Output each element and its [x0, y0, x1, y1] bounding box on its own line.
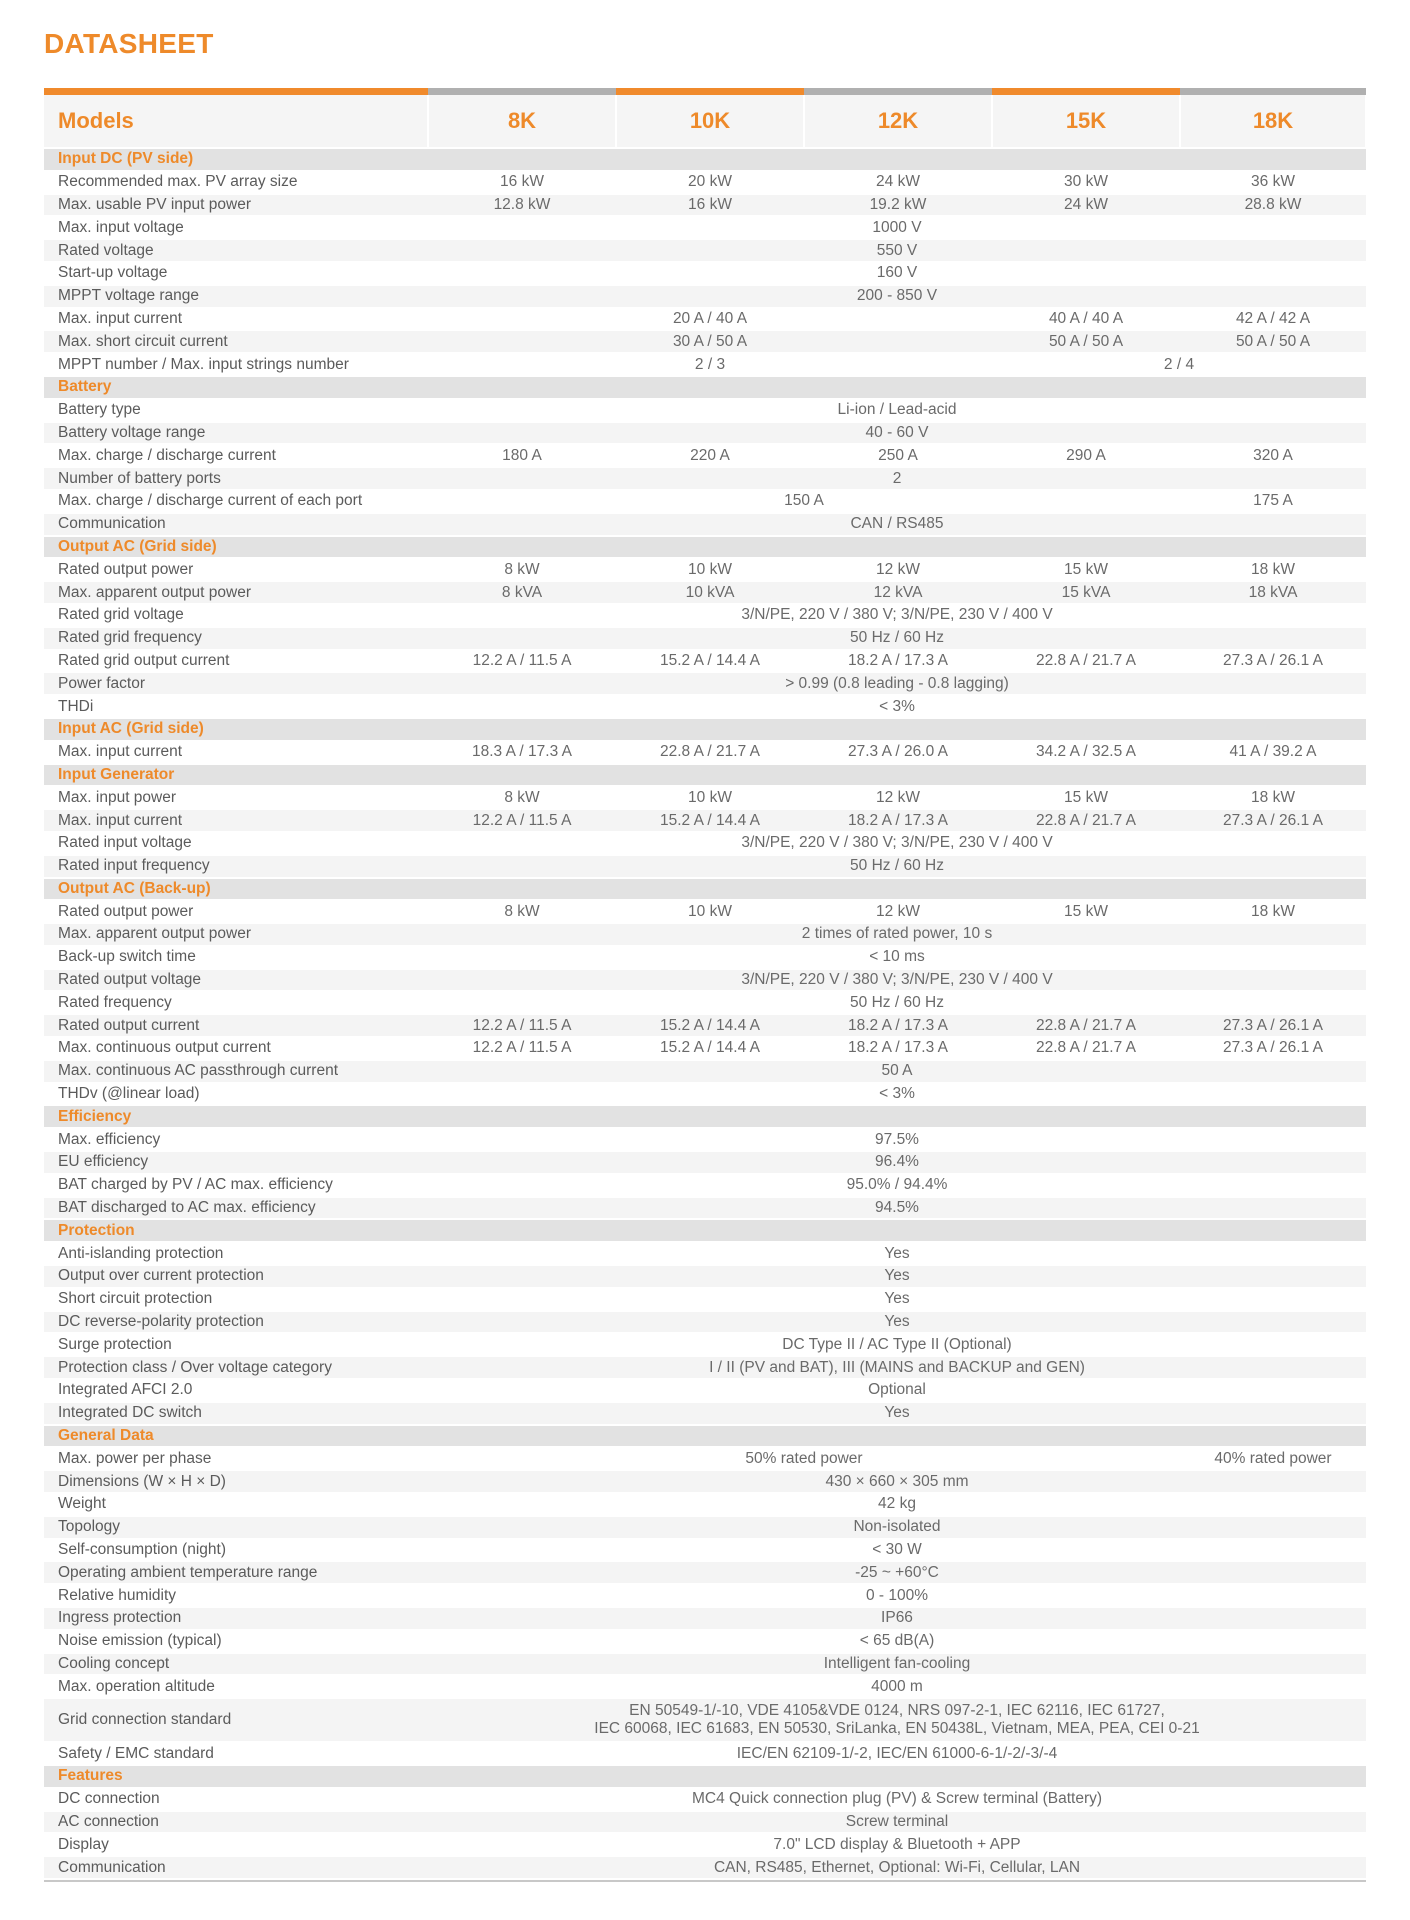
spec-value: 220 A [616, 444, 804, 467]
spec-value: 15 kW [992, 558, 1180, 581]
section-title: Input AC (Grid side) [44, 718, 1366, 741]
spec-row [44, 513, 1366, 536]
spec-row [44, 1698, 1366, 1742]
spec-label: Max. power per phase [44, 1447, 428, 1470]
section-header [44, 764, 1366, 787]
spec-value: 22.8 A / 21.7 A [992, 1037, 1180, 1060]
spec-value: 42 A / 42 A [1180, 308, 1366, 331]
spec-label: Ingress protection [44, 1607, 428, 1630]
spec-value: 18.2 A / 17.3 A [804, 1037, 992, 1060]
spec-value: 97.5% [428, 1128, 1366, 1151]
spec-label: Relative humidity [44, 1584, 428, 1607]
spec-row [44, 1539, 1366, 1562]
spec-label: Safety / EMC standard [44, 1742, 428, 1765]
spec-value: 250 A [804, 444, 992, 467]
section-title: Protection [44, 1219, 1366, 1242]
spec-value: 12.2 A / 11.5 A [428, 1014, 616, 1037]
section-title: Battery [44, 376, 1366, 399]
spec-value: < 65 dB(A) [428, 1630, 1366, 1653]
spec-label: Battery voltage range [44, 422, 428, 445]
spec-value: 15 kW [992, 786, 1180, 809]
spec-label: Max. input current [44, 308, 428, 331]
spec-label: Max. charge / discharge current [44, 444, 428, 467]
spec-row [44, 1288, 1366, 1311]
spec-label: Grid connection standard [44, 1698, 428, 1742]
spec-value: 2 [428, 467, 1366, 490]
spec-label: Max. charge / discharge current of each port [44, 490, 428, 513]
spec-value: 95.0% / 94.4% [428, 1174, 1366, 1197]
spec-row [44, 1607, 1366, 1630]
spec-label: Max. continuous AC passthrough current [44, 1060, 428, 1083]
spec-row [44, 1265, 1366, 1288]
spec-value: I / II (PV and BAT), III (MAINS and BACKUP and GEN) [428, 1356, 1366, 1379]
spec-row [44, 1447, 1366, 1470]
spec-row [44, 239, 1366, 262]
spec-label: Display [44, 1833, 428, 1856]
spec-value: 3/N/PE, 220 V / 380 V; 3/N/PE, 230 V / 400 V [428, 969, 1366, 992]
spec-label: Operating ambient temperature range [44, 1561, 428, 1584]
spec-value: 12.2 A / 11.5 A [428, 650, 616, 673]
spec-value: 22.8 A / 21.7 A [992, 650, 1180, 673]
spec-label: THDi [44, 695, 428, 718]
spec-value: 10 kVA [616, 581, 804, 604]
spec-value: 15.2 A / 14.4 A [616, 650, 804, 673]
model-header: 12K [804, 95, 992, 148]
spec-row [44, 558, 1366, 581]
spec-row [44, 900, 1366, 923]
spec-value: Yes [428, 1288, 1366, 1311]
spec-row [44, 353, 1366, 376]
spec-value: 50 A / 50 A [992, 330, 1180, 353]
section-header [44, 718, 1366, 741]
spec-value: CAN, RS485, Ethernet, Optional: Wi-Fi, Cellular, LAN [428, 1856, 1366, 1879]
spec-value: 20 A / 40 A [428, 308, 992, 331]
spec-value: 27.3 A / 26.0 A [804, 741, 992, 764]
spec-label: Output over current protection [44, 1265, 428, 1288]
spec-value: 180 A [428, 444, 616, 467]
spec-value: 150 A [428, 490, 1180, 513]
spec-value: 18 kW [1180, 900, 1366, 923]
spec-value: Yes [428, 1265, 1366, 1288]
spec-value: 27.3 A / 26.1 A [1180, 809, 1366, 832]
spec-value: 10 kW [616, 900, 804, 923]
spec-label: Max. input voltage [44, 216, 428, 239]
spec-value: 24 kW [804, 171, 992, 194]
spec-value: 42 kg [428, 1493, 1366, 1516]
spec-label: Back-up switch time [44, 946, 428, 969]
spec-value: 24 kW [992, 194, 1180, 217]
spec-label: Topology [44, 1516, 428, 1539]
page-title: DATASHEET [44, 28, 214, 59]
spec-value: Yes [428, 1402, 1366, 1425]
spec-value: 94.5% [428, 1197, 1366, 1220]
spec-label: Max. apparent output power [44, 923, 428, 946]
spec-row [44, 672, 1366, 695]
spec-row [44, 581, 1366, 604]
spec-row [44, 1584, 1366, 1607]
spec-value: 12.2 A / 11.5 A [428, 1037, 616, 1060]
spec-label: Dimensions (W × H × D) [44, 1470, 428, 1493]
spec-value: CAN / RS485 [428, 513, 1366, 536]
spec-value: 16 kW [428, 171, 616, 194]
model-header: 18K [1180, 95, 1366, 148]
spec-label: Rated grid frequency [44, 627, 428, 650]
spec-label: Cooling concept [44, 1653, 428, 1676]
spec-row [44, 1037, 1366, 1060]
spec-row [44, 741, 1366, 764]
spec-value: Yes [428, 1242, 1366, 1265]
spec-value: 200 - 850 V [428, 285, 1366, 308]
spec-value: 28.8 kW [1180, 194, 1366, 217]
spec-value: IP66 [428, 1607, 1366, 1630]
accent-bar [44, 88, 1366, 95]
spec-label: Protection class / Over voltage category [44, 1356, 428, 1379]
spec-value: > 0.99 (0.8 leading - 0.8 lagging) [428, 672, 1366, 695]
spec-value: Screw terminal [428, 1811, 1366, 1834]
spec-label: Surge protection [44, 1333, 428, 1356]
spec-row [44, 1630, 1366, 1653]
model-header: 15K [992, 95, 1180, 148]
spec-value: 550 V [428, 239, 1366, 262]
spec-row [44, 1333, 1366, 1356]
spec-row [44, 1811, 1366, 1834]
spec-value: 22.8 A / 21.7 A [992, 809, 1180, 832]
spec-value: 15.2 A / 14.4 A [616, 809, 804, 832]
spec-value: 50 Hz / 60 Hz [428, 855, 1366, 878]
spec-row [44, 1311, 1366, 1334]
spec-value: 18.2 A / 17.3 A [804, 809, 992, 832]
spec-label: THDv (@linear load) [44, 1083, 428, 1106]
spec-row [44, 1128, 1366, 1151]
spec-label: DC reverse-polarity protection [44, 1311, 428, 1334]
spec-label: EU efficiency [44, 1151, 428, 1174]
spec-value: Li-ion / Lead-acid [428, 399, 1366, 422]
spec-label: Integrated DC switch [44, 1402, 428, 1425]
spec-row [44, 171, 1366, 194]
spec-value: < 3% [428, 695, 1366, 718]
spec-value: 175 A [1180, 490, 1366, 513]
spec-row [44, 1470, 1366, 1493]
spec-label: Rated input voltage [44, 832, 428, 855]
spec-value: 40% rated power [1180, 1447, 1366, 1470]
spec-value: 3/N/PE, 220 V / 380 V; 3/N/PE, 230 V / 400 V [428, 604, 1366, 627]
spec-row [44, 1402, 1366, 1425]
spec-value: < 3% [428, 1083, 1366, 1106]
spec-row [44, 1151, 1366, 1174]
spec-label: Max. apparent output power [44, 581, 428, 604]
spec-value: 27.3 A / 26.1 A [1180, 650, 1366, 673]
spec-label: Max. usable PV input power [44, 194, 428, 217]
spec-value: 15 kW [992, 900, 1180, 923]
spec-row [44, 1653, 1366, 1676]
spec-value: Optional [428, 1379, 1366, 1402]
spec-value: 8 kVA [428, 581, 616, 604]
spec-row [44, 216, 1366, 239]
spec-value: 19.2 kW [804, 194, 992, 217]
spec-value: 15.2 A / 14.4 A [616, 1037, 804, 1060]
spec-row [44, 1561, 1366, 1584]
spec-label: Max. input current [44, 809, 428, 832]
spec-row [44, 991, 1366, 1014]
spec-value: 1000 V [428, 216, 1366, 239]
spec-value: 430 × 660 × 305 mm [428, 1470, 1366, 1493]
spec-value: DC Type II / AC Type II (Optional) [428, 1333, 1366, 1356]
section-title: Features [44, 1765, 1366, 1788]
spec-row [44, 422, 1366, 445]
spec-row [44, 1493, 1366, 1516]
section-header [44, 1765, 1366, 1788]
spec-value: Intelligent fan-cooling [428, 1653, 1366, 1676]
spec-row [44, 809, 1366, 832]
spec-row [44, 1788, 1366, 1811]
spec-row [44, 1833, 1366, 1856]
section-header [44, 1105, 1366, 1128]
spec-value: 12 kVA [804, 581, 992, 604]
spec-label: Battery type [44, 399, 428, 422]
section-title: General Data [44, 1425, 1366, 1448]
spec-value: 8 kW [428, 558, 616, 581]
spec-value: < 30 W [428, 1539, 1366, 1562]
spec-label: Self-consumption (night) [44, 1539, 428, 1562]
spec-label: Anti-islanding protection [44, 1242, 428, 1265]
spec-label: Max. input current [44, 741, 428, 764]
models-header-label: Models [44, 95, 428, 148]
spec-value: 12 kW [804, 900, 992, 923]
section-title: Efficiency [44, 1105, 1366, 1128]
spec-label: BAT charged by PV / AC max. efficiency [44, 1174, 428, 1197]
spec-row [44, 695, 1366, 718]
spec-value: 18 kW [1180, 558, 1366, 581]
spec-row [44, 1856, 1366, 1879]
spec-value: 15 kVA [992, 581, 1180, 604]
spec-label: Max. efficiency [44, 1128, 428, 1151]
spec-value: 20 kW [616, 171, 804, 194]
spec-row [44, 604, 1366, 627]
spec-value: Yes [428, 1311, 1366, 1334]
spec-value: 16 kW [616, 194, 804, 217]
spec-label: Communication [44, 513, 428, 536]
spec-value: IEC/EN 62109-1/-2, IEC/EN 61000-6-1/-2/-3/-4 [428, 1742, 1366, 1765]
spec-value: 320 A [1180, 444, 1366, 467]
section-title: Input DC (PV side) [44, 148, 1366, 171]
spec-value: 12 kW [804, 558, 992, 581]
spec-label: Max. operation altitude [44, 1675, 428, 1698]
spec-value: 2 times of rated power, 10 s [428, 923, 1366, 946]
spec-value: 12.8 kW [428, 194, 616, 217]
spec-value: 50 Hz / 60 Hz [428, 627, 1366, 650]
spec-label: Rated grid output current [44, 650, 428, 673]
spec-value: 50 A / 50 A [1180, 330, 1366, 353]
spec-row [44, 308, 1366, 331]
spec-value: < 10 ms [428, 946, 1366, 969]
spec-value: 8 kW [428, 786, 616, 809]
spec-row [44, 946, 1366, 969]
spec-label: Noise emission (typical) [44, 1630, 428, 1653]
spec-label: Power factor [44, 672, 428, 695]
spec-label: BAT discharged to AC max. efficiency [44, 1197, 428, 1220]
spec-row [44, 490, 1366, 513]
spec-value: 22.8 A / 21.7 A [992, 1014, 1180, 1037]
spec-row [44, 1675, 1366, 1698]
section-title: Output AC (Back-up) [44, 878, 1366, 901]
spec-row [44, 467, 1366, 490]
spec-label: Rated output power [44, 900, 428, 923]
spec-label: Max. input power [44, 786, 428, 809]
table-bottom-rule [44, 1880, 1366, 1882]
section-header [44, 148, 1366, 171]
spec-row [44, 1174, 1366, 1197]
spec-value: 27.3 A / 26.1 A [1180, 1014, 1366, 1037]
spec-value: MC4 Quick connection plug (PV) & Screw terminal (Battery) [428, 1788, 1366, 1811]
spec-value: 50 A [428, 1060, 1366, 1083]
spec-label: Rated output current [44, 1014, 428, 1037]
spec-value: 12.2 A / 11.5 A [428, 809, 616, 832]
spec-row [44, 1197, 1366, 1220]
spec-value: 27.3 A / 26.1 A [1180, 1037, 1366, 1060]
datasheet-body [44, 95, 1366, 1879]
spec-value: 2 / 3 [428, 353, 992, 376]
spec-value: 0 - 100% [428, 1584, 1366, 1607]
spec-row [44, 1014, 1366, 1037]
spec-value: 15.2 A / 14.4 A [616, 1014, 804, 1037]
spec-value: 3/N/PE, 220 V / 380 V; 3/N/PE, 230 V / 400 V [428, 832, 1366, 855]
spec-row [44, 1242, 1366, 1265]
spec-value: 96.4% [428, 1151, 1366, 1174]
spec-label: Max. short circuit current [44, 330, 428, 353]
spec-label: MPPT voltage range [44, 285, 428, 308]
spec-value: 41 A / 39.2 A [1180, 741, 1366, 764]
spec-value: 18.2 A / 17.3 A [804, 650, 992, 673]
spec-label: Short circuit protection [44, 1288, 428, 1311]
spec-value: 22.8 A / 21.7 A [616, 741, 804, 764]
spec-label: DC connection [44, 1788, 428, 1811]
spec-row [44, 855, 1366, 878]
section-title: Output AC (Grid side) [44, 536, 1366, 559]
spec-label: Rated output voltage [44, 969, 428, 992]
spec-label: Recommended max. PV array size [44, 171, 428, 194]
spec-label: Rated input frequency [44, 855, 428, 878]
model-header: 8K [428, 95, 616, 148]
spec-value: Non-isolated [428, 1516, 1366, 1539]
spec-value: 40 A / 40 A [992, 308, 1180, 331]
spec-value: 40 - 60 V [428, 422, 1366, 445]
spec-row [44, 1356, 1366, 1379]
spec-row [44, 1379, 1366, 1402]
spec-label: Max. continuous output current [44, 1037, 428, 1060]
model-header: 10K [616, 95, 804, 148]
spec-label: Rated output power [44, 558, 428, 581]
spec-value: 7.0" LCD display & Bluetooth + APP [428, 1833, 1366, 1856]
spec-value: 30 kW [992, 171, 1180, 194]
section-title: Input Generator [44, 764, 1366, 787]
spec-row [44, 262, 1366, 285]
spec-row [44, 1060, 1366, 1083]
section-header [44, 1425, 1366, 1448]
spec-value: 290 A [992, 444, 1180, 467]
spec-label: AC connection [44, 1811, 428, 1834]
spec-row [44, 399, 1366, 422]
spec-value: 18.3 A / 17.3 A [428, 741, 616, 764]
spec-row [44, 1742, 1366, 1765]
spec-value: 160 V [428, 262, 1366, 285]
section-header [44, 536, 1366, 559]
spec-value: 18 kVA [1180, 581, 1366, 604]
spec-row [44, 650, 1366, 673]
spec-value: 18 kW [1180, 786, 1366, 809]
spec-value: 12 kW [804, 786, 992, 809]
spec-label: Weight [44, 1493, 428, 1516]
spec-value: 50 Hz / 60 Hz [428, 991, 1366, 1014]
section-header [44, 376, 1366, 399]
models-header-row [44, 95, 1366, 148]
spec-label: Rated voltage [44, 239, 428, 262]
spec-row [44, 330, 1366, 353]
spec-value: 2 / 4 [992, 353, 1366, 376]
spec-value: 10 kW [616, 558, 804, 581]
spec-row [44, 444, 1366, 467]
spec-row [44, 969, 1366, 992]
spec-label: Integrated AFCI 2.0 [44, 1379, 428, 1402]
spec-value: 34.2 A / 32.5 A [992, 741, 1180, 764]
spec-row [44, 786, 1366, 809]
datasheet-table [44, 88, 1366, 1882]
spec-value: 36 kW [1180, 171, 1366, 194]
spec-value: 50% rated power [428, 1447, 1180, 1470]
spec-row [44, 1516, 1366, 1539]
spec-value: -25 ~ +60°C [428, 1561, 1366, 1584]
spec-value: EN 50549-1/-10, VDE 4105&VDE 0124, NRS 097-2-1, IEC 62116, IEC 61727, IEC 60068, IEC 61683, EN 50530, SriLanka, EN 50438L, Vietnam, MEA, PEA, CEI 0-21 [428, 1698, 1366, 1742]
spec-label: Rated grid voltage [44, 604, 428, 627]
section-header [44, 1219, 1366, 1242]
section-header [44, 878, 1366, 901]
spec-value: 30 A / 50 A [428, 330, 992, 353]
spec-row [44, 194, 1366, 217]
spec-label: MPPT number / Max. input strings number [44, 353, 428, 376]
spec-row [44, 1083, 1366, 1106]
spec-value: 10 kW [616, 786, 804, 809]
spec-label: Rated frequency [44, 991, 428, 1014]
spec-value: 18.2 A / 17.3 A [804, 1014, 992, 1037]
spec-row [44, 627, 1366, 650]
spec-value: 4000 m [428, 1675, 1366, 1698]
spec-value: 8 kW [428, 900, 616, 923]
spec-row [44, 923, 1366, 946]
spec-label: Number of battery ports [44, 467, 428, 490]
spec-label: Communication [44, 1856, 428, 1879]
spec-label: Start-up voltage [44, 262, 428, 285]
spec-row [44, 285, 1366, 308]
spec-row [44, 832, 1366, 855]
